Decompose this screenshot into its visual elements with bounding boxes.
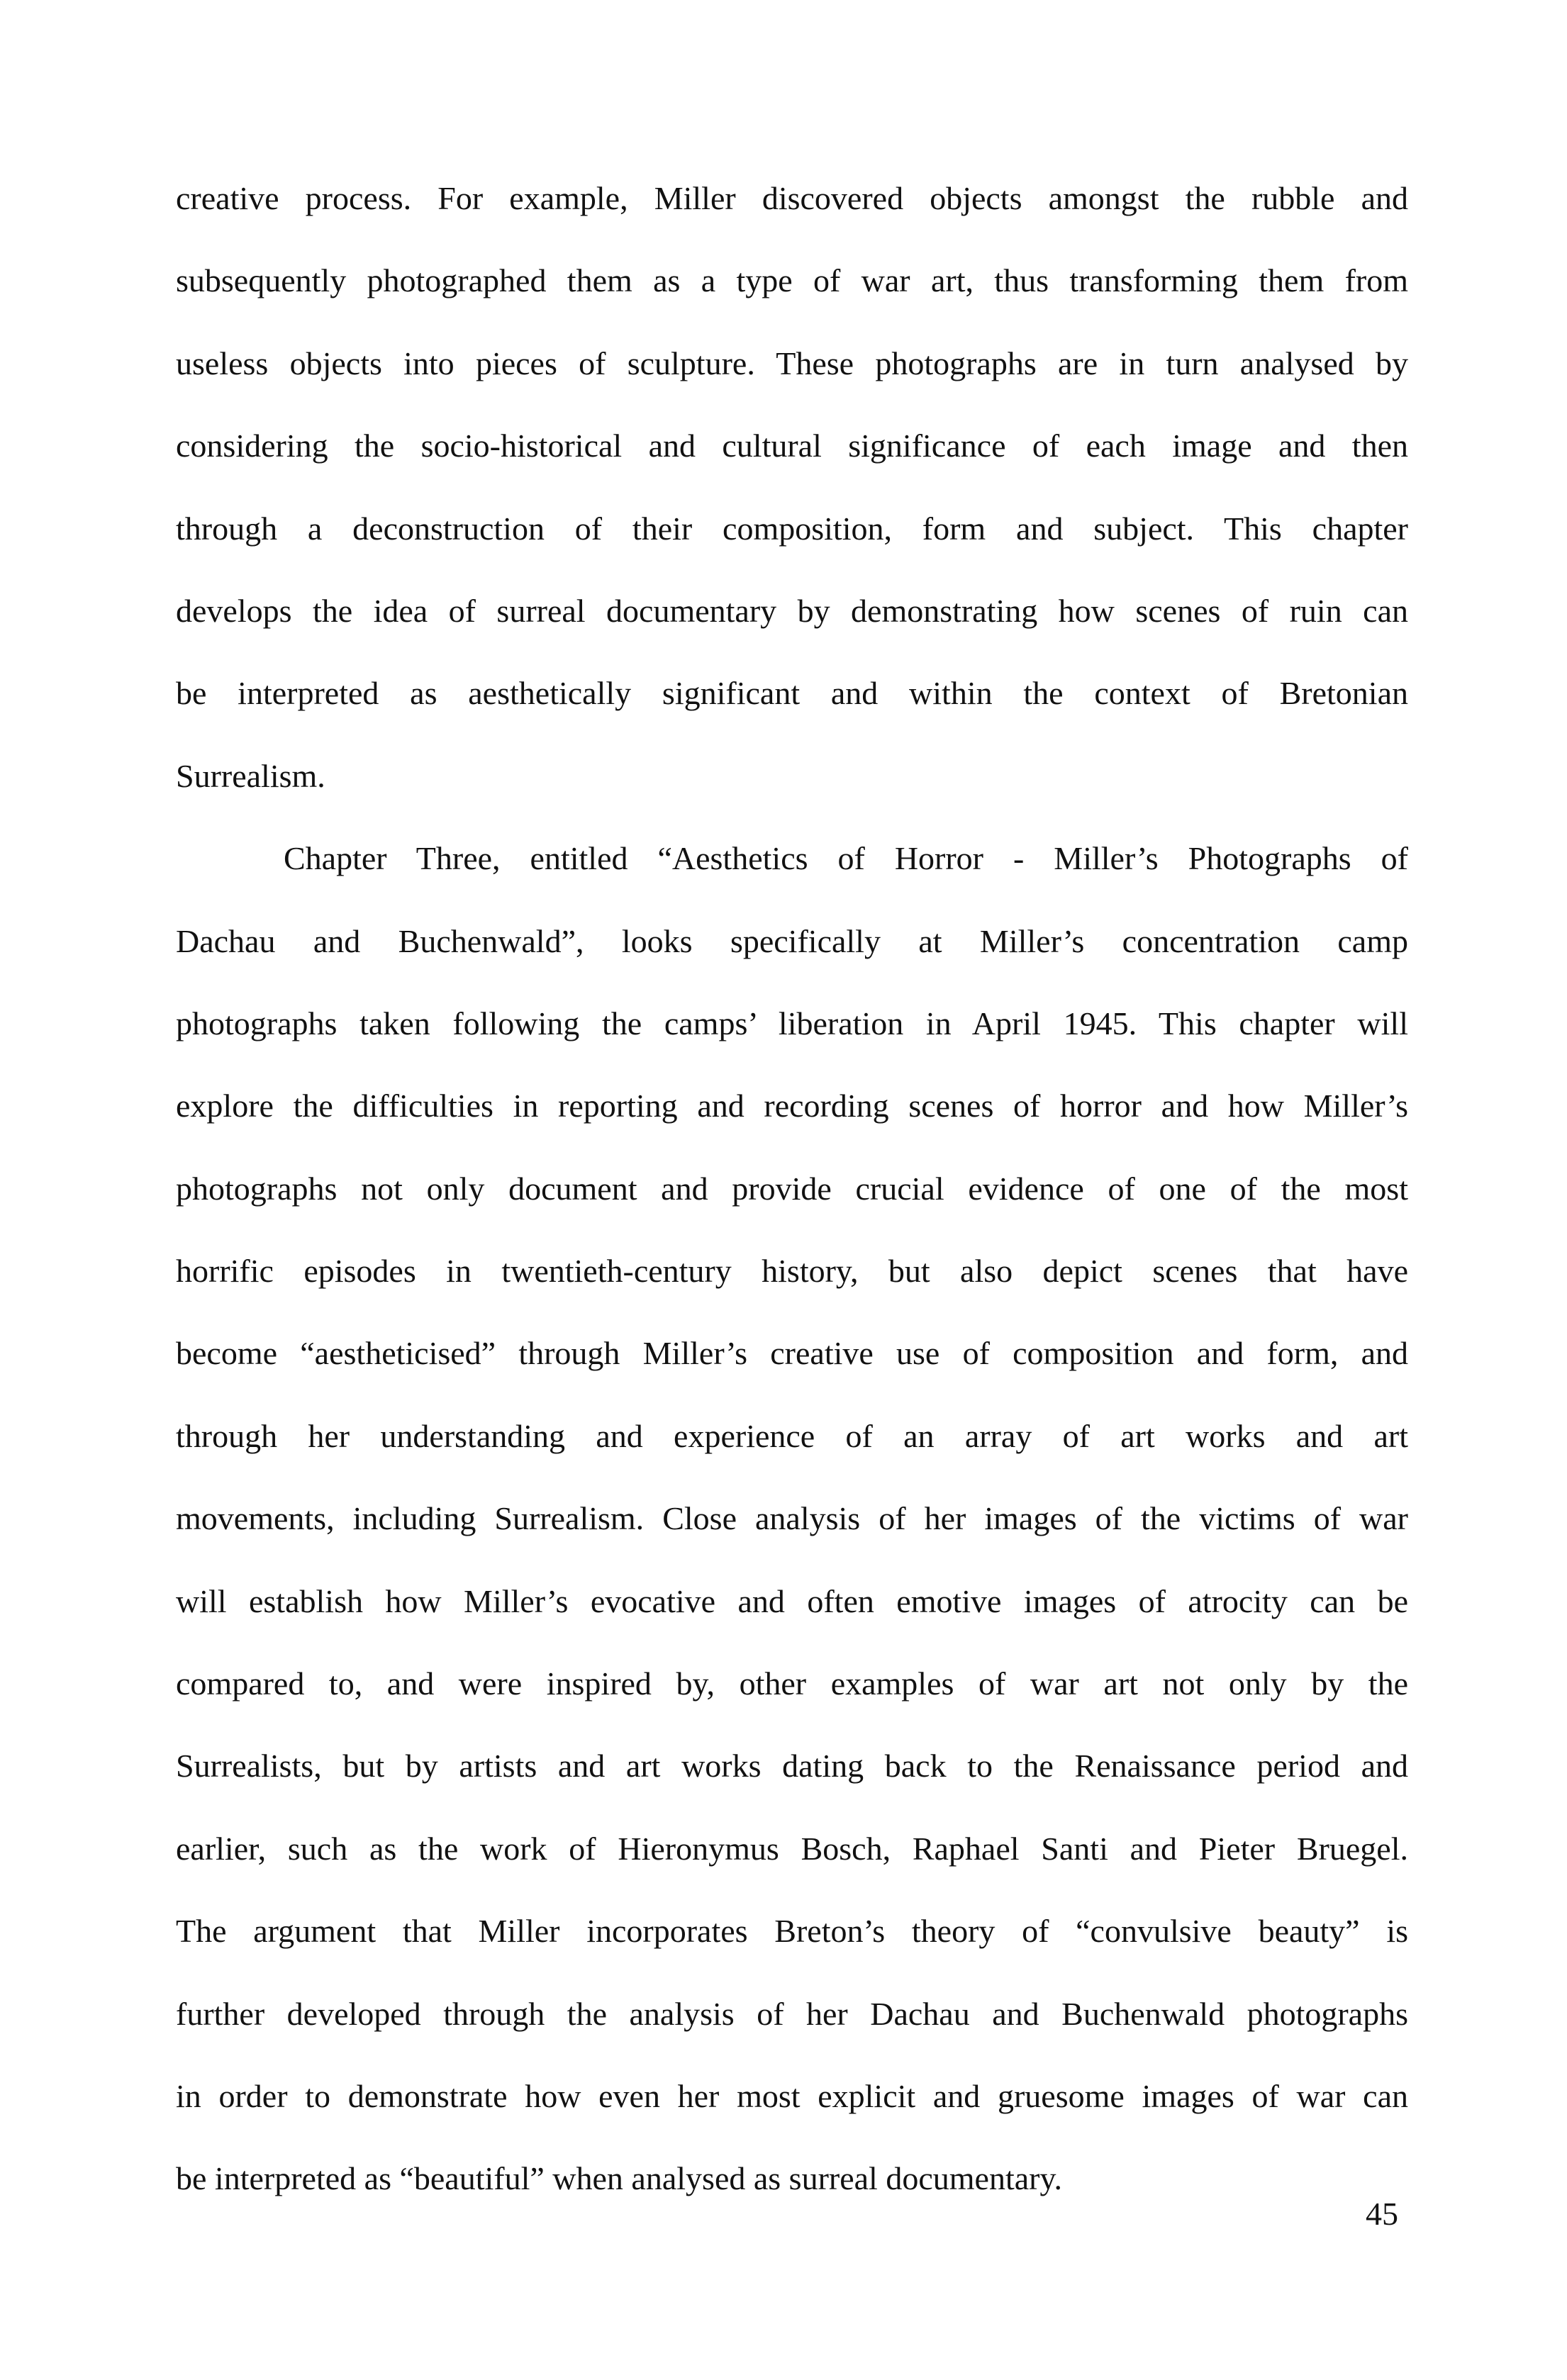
text-line: further developed through the analysis of her Dachau and Buchenwald photographs (176, 1995, 1408, 2032)
text-line: Surrealists, but by artists and art works dating back to the Renaissance period and (176, 1748, 1408, 1784)
paragraph-1 (176, 157, 1408, 817)
text-line: explore the difficulties in reporting and recording scenes of horror and how Miller’s (176, 1088, 1408, 1124)
text-line: earlier, such as the work of Hieronymus Bosch, Raphael Santi and Pieter Bruegel. (176, 1830, 1408, 1867)
text-line: be interpreted as “beautiful” when analysed as surreal documentary. (176, 2160, 1062, 2197)
text-line: movements, including Surrealism. Close analysis of her images of the victims of war (176, 1500, 1408, 1537)
text-line: subsequently photographed them as a type of war art, thus transforming them from (176, 262, 1408, 299)
text-line: photographs not only document and provide crucial evidence of one of the most (176, 1170, 1408, 1207)
text-line: compared to, and were inspired by, other examples of war art not only by the (176, 1665, 1408, 1702)
text-line: through a deconstruction of their composition, form and subject. This chapter (176, 510, 1408, 547)
text-line: horrific episodes in twentieth-century history, but also depict scenes that have (176, 1253, 1408, 1290)
text-line: Surrealism. (176, 757, 325, 794)
text-line: Dachau and Buchenwald”, looks specifically at Miller’s concentration camp (176, 922, 1408, 959)
text-line: develops the idea of surreal documentary by demonstrating how scenes of ruin can (176, 592, 1408, 629)
text-line: The argument that Miller incorporates Breton’s theory of “convulsive beauty” is (176, 1913, 1408, 1950)
text-line: become “aestheticised” through Miller’s creative use of composition and form, and (176, 1335, 1408, 1372)
text-line: considering the socio-historical and cultural significance of each image and then (176, 428, 1408, 464)
text-line: be interpreted as aesthetically significant and within the context of Bretonian (176, 675, 1408, 712)
text-line: through her understanding and experience of an array of art works and art (176, 1417, 1408, 1454)
paragraph-2 (176, 817, 1408, 2220)
text-line: Chapter Three, entitled “Aesthetics of Horror - Miller’s Photographs of (284, 840, 1408, 877)
text-line: in order to demonstrate how even her most explicit and gruesome images of war can (176, 2077, 1408, 2114)
page-number: 45 (1366, 2196, 1398, 2232)
body-text (176, 157, 1408, 2220)
text-line: creative process. For example, Miller discovered objects amongst the rubble and (176, 180, 1408, 216)
text-line: will establish how Miller’s evocative and often emotive images of atrocity can be (176, 1582, 1408, 1619)
text-line: photographs taken following the camps’ liberation in April 1945. This chapter will (176, 1005, 1408, 1041)
text-line: useless objects into pieces of sculpture. These photographs are in turn analysed by (176, 345, 1408, 381)
